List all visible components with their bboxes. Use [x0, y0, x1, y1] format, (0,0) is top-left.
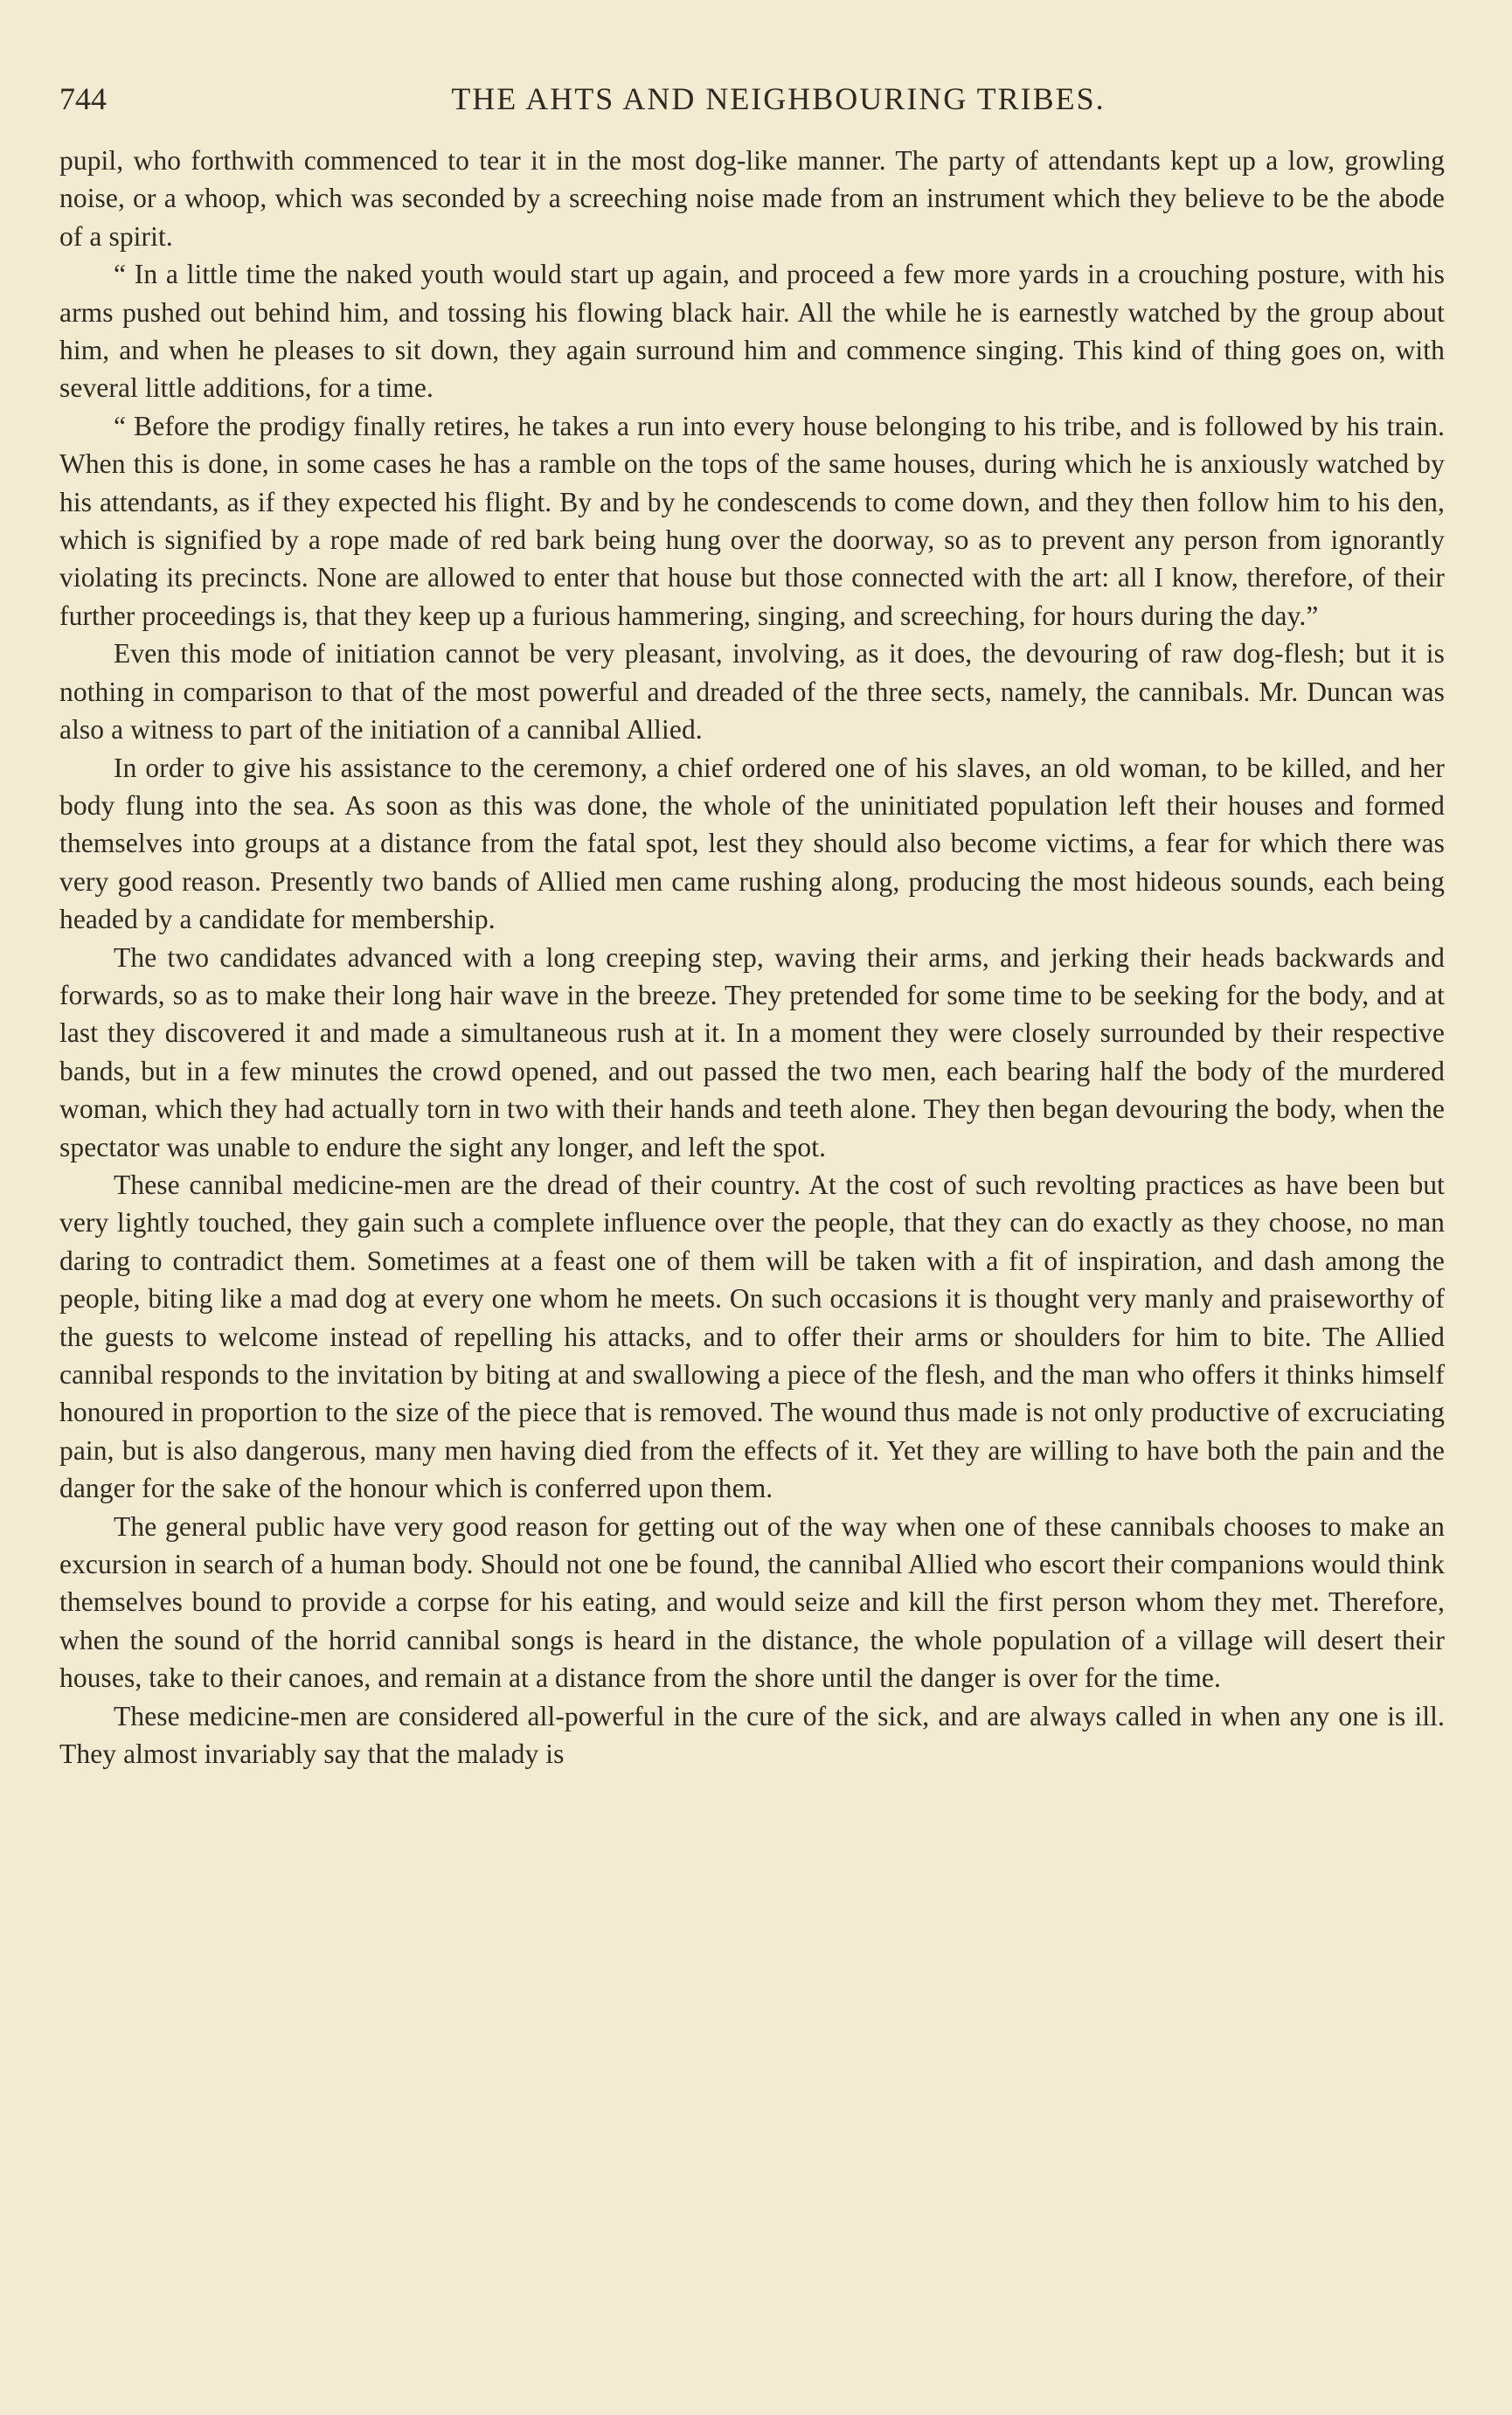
paragraph-2: “ In a little time the naked youth would start up again, and proceed a few more yards in a crouching posture, with his arms pushed out behind him, and tossing his flowing black hair. All the while he is earnestly watched by the group about him, and when he pleases to sit down, they again surround him and commence singing. This kind of thing goes on, with several little additions, for a time.	[59, 259, 1445, 404]
paragraph-5: In order to give his assistance to the ceremony, a chief ordered one of his slaves, an old woman, to be killed, and her body flung into the sea. As soon as this was done, the whole of the uninitiated population left their houses and formed themselves into groups at a distance from the fatal spot, lest they should also become victims, a fear for which there was very good reason. Presently two bands of Allied men came rushing along, producing the most hideous sounds, each being headed by a candidate for membership.	[59, 752, 1445, 935]
running-title: THE AHTS AND NEIGHBOURING TRIBES.	[451, 81, 1106, 116]
page-number: 744	[59, 81, 107, 116]
book-page	[59, 80, 1445, 2353]
paragraph-3: “ Before the prodigy finally retires, he takes a run into every house belonging to his tribe, and is followed by his train. When this is done, in some cases he has a ramble on the tops of the same houses, during which he is anxiously watched by his attendants, as if they expected his flight. By and by he condescends to come down, and they then follow him to his den, which is signified by a rope made of red bark being hung over the doorway, so as to prevent any person from ignorantly violating its precincts. None are allowed to enter that house but those connected with the art: all I know, therefore, of their further proceedings is, that they keep up a furious hammering, singing, and screeching, for hours during the day.”	[59, 410, 1445, 631]
running-head	[59, 80, 1445, 124]
body-text	[59, 142, 1445, 1773]
paragraph-6: The two candidates advanced with a long creeping step, waving their arms, and jerking their heads backwards and forwards, so as to make their long hair wave in the breeze. They pretended for some time to be seeking for the body, and at last they discovered it and made a simultaneous rush at it. In a moment they were closely surrounded by their respective bands, but in a few minutes the crowd opened, and out passed the two men, each bearing half the body of the murdered woman, which they had actually torn in two with their hands and teeth alone. They then began devouring the body, when the spectator was unable to endure the sight any longer, and left the spot.	[59, 941, 1445, 1162]
paragraph-4: Even this mode of initiation cannot be very pleasant, involving, as it does, the devouring of raw dog-flesh; but it is nothing in comparison to that of the most powerful and dreaded of the three sects, namely, the cannibals. Mr. Duncan was also a witness to part of the initiation of a cannibal Allied.	[59, 638, 1445, 746]
paragraph-8: The general public have very good reason for getting out of the way when one of these cannibals chooses to make an excursion in search of a human body. Should not one be found, the cannibal Allied who escort their companions would think themselves bound to provide a corpse for his eating, and would seize and kill the first person whom they met. Therefore, when the sound of the horrid cannibal songs is heard in the distance, the whole population of a village will desert their houses, take to their canoes, and remain at a distance from the shore until the danger is over for the time.	[59, 1510, 1445, 1694]
paragraph-1: pupil, who forthwith commenced to tear it in the most dog-like manner. The party of attendants kept up a low, growling noise, or a whoop, which was seconded by a screeching noise made from an instrument which they believe to be the abode of a spirit.	[59, 145, 1445, 252]
paragraph-7: These cannibal medicine-men are the dread of their country. At the cost of such revolting practices as have been but very lightly touched, they gain such a complete influence over the people, that they can do exactly as they choose, no man daring to contradict them. Sometimes at a feast one of them will be taken with a fit of inspiration, and dash among the people, biting like a mad dog at every one whom he meets. On such occasions it is thought very manly and praiseworthy of the guests to welcome instead of repelling his attacks, and to offer their arms or shoulders for him to bite. The Allied cannibal responds to the invitation by biting at and swallowing a piece of the flesh, and the man who offers it thinks himself honoured in proportion to the size of the piece that is removed. The wound thus made is not only productive of excruciating pain, but is also dangerous, many men having died from the effects of it. Yet they are willing to have both the pain and the danger for the sake of the honour which is conferred upon them.	[59, 1169, 1445, 1504]
paragraph-9: These medicine-men are considered all-powerful in the cure of the sick, and are always called in when any one is ill. They almost invariably say that the malady is	[59, 1700, 1445, 1770]
